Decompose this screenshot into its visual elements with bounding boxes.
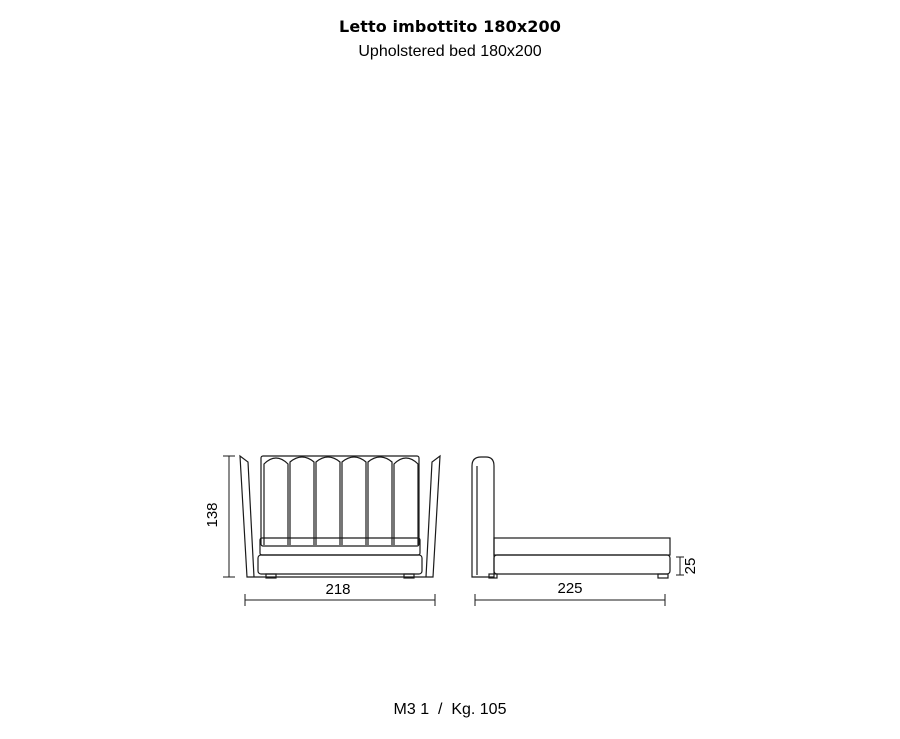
length-label: 225	[557, 580, 583, 597]
product-subtitle: Upholstered bed 180x200	[358, 43, 542, 60]
base-height-label: 25	[682, 557, 699, 575]
product-code-weight: M3 1 / Kg. 105	[393, 701, 507, 718]
headboard-side	[472, 457, 494, 577]
side-view	[472, 457, 699, 606]
height-label: 138	[204, 502, 221, 528]
product-title: Letto imbottito 180x200	[339, 17, 561, 36]
bed-base-side	[494, 538, 670, 555]
front-view	[204, 456, 440, 606]
headboard-front	[240, 456, 440, 577]
width-label: 218	[325, 581, 351, 598]
height-dimension-line	[223, 456, 235, 577]
